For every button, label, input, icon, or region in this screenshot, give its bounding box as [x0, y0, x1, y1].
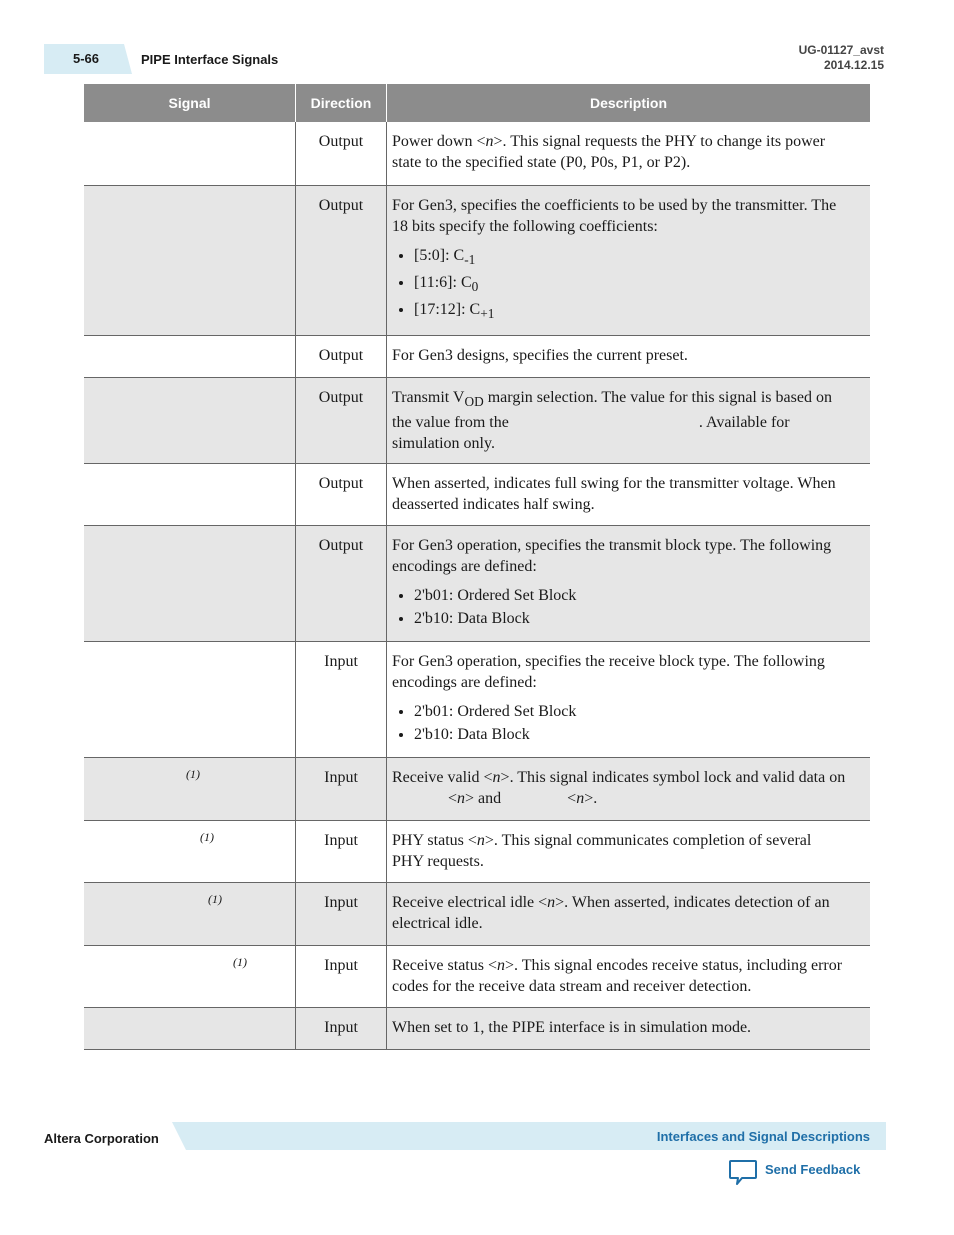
table-row — [84, 946, 870, 1008]
direction-cell: Input — [296, 946, 387, 1008]
signal-table — [84, 84, 870, 1050]
signal-cell — [84, 1008, 296, 1050]
footnote-ref: (1) — [208, 892, 222, 907]
description-cell: For Gen3 operation, specifies the receive block type. The following encodings are defined: • 2'b01: Ordered Set Block • 2'b10: Data Block — [387, 642, 871, 758]
direction-cell: Output — [296, 122, 387, 185]
table-row — [84, 122, 870, 185]
signal-cell — [84, 336, 296, 378]
page-number: 5-66 — [73, 51, 100, 66]
doc-date: 2014.12.15 — [823, 58, 884, 72]
direction-cell: Output — [296, 185, 387, 336]
signal-cell — [84, 185, 296, 336]
column-header-signal: Signal — [84, 84, 296, 122]
description-cell: For Gen3 designs, specifies the current preset. — [387, 336, 871, 378]
list-item: • [17:12]: $C_{+1}$ — [414, 299, 846, 324]
signal-cell — [84, 464, 296, 526]
description-cell: For Gen3, specifies the coefficients to be used by the transmitter. The 18 bits specify the following coefficients: • [5:0]: $C_{-1}$ • [11:6]: $C_0$ • [17:12]: $C_{+1}$ — [387, 185, 871, 336]
signal-cell — [84, 378, 296, 464]
chapter-link[interactable]: Interfaces and Signal Descriptions — [656, 1129, 870, 1144]
company-name: Altera Corporation — [44, 1131, 159, 1146]
direction-cell: Output — [296, 336, 387, 378]
description-cell: When asserted, indicates full swing for the transmitter voltage. When deasserted indicates half swing. — [387, 464, 871, 526]
table-row — [84, 821, 870, 883]
list-item: • [11:6]: $C_0$ — [414, 272, 846, 297]
table-row — [84, 526, 870, 642]
description-cell: When set to 1, the PIPE interface is in simulation mode. — [387, 1008, 871, 1050]
column-header-description: Description — [387, 84, 871, 122]
table-row — [84, 464, 870, 526]
encoding-list — [392, 585, 846, 629]
signal-cell — [84, 122, 296, 185]
description-cell: Power down <n>. This signal requests the PHY to change its power state to the specified state (P0, P0s, P1, or P2). — [387, 122, 871, 185]
table-row — [84, 378, 870, 464]
direction-cell: Input — [296, 883, 387, 946]
signal-cell — [84, 883, 296, 946]
direction-cell: Output — [296, 526, 387, 642]
description-cell: Receive status <n>. This signal encodes receive status, including error codes for the receive data stream and receiver detection. — [387, 946, 871, 1008]
direction-cell: Input — [296, 642, 387, 758]
footnote-ref: (1) — [200, 830, 214, 845]
footnote-ref: (1) — [186, 767, 200, 782]
table-row — [84, 642, 870, 758]
encoding-list — [392, 701, 846, 745]
table-row — [84, 336, 870, 378]
direction-cell: Output — [296, 378, 387, 464]
list-item: • [5:0]: $C_{-1}$ — [414, 245, 846, 270]
table-row — [84, 185, 870, 336]
direction-cell: Input — [296, 1008, 387, 1050]
speech-bubble-icon — [728, 1158, 758, 1188]
description-cell: For Gen3 operation, specifies the transmit block type. The following encodings are defined: • 2'b01: Ordered Set Block • 2'b10: Data Block — [387, 526, 871, 642]
signal-cell — [84, 821, 296, 883]
section-title: PIPE Interface Signals — [141, 52, 279, 67]
list-item: • 2'b10: Data Block — [414, 724, 846, 745]
direction-cell: Input — [296, 821, 387, 883]
direction-cell: Output — [296, 464, 387, 526]
description-cell: Receive valid <n>. This signal indicates symbol lock and valid data on<n> and <n>. — [387, 758, 871, 821]
list-item: • 2'b10: Data Block — [414, 608, 846, 629]
footnote-ref: (1) — [233, 955, 247, 970]
list-item: • 2'b01: Ordered Set Block — [414, 585, 846, 606]
coefficient-list — [392, 245, 846, 325]
description-cell: Transmit $V_{OD}$ margin selection. The value for this signal is based on the value from the . Available for simulation only. — [387, 378, 871, 464]
send-feedback-label: Send Feedback — [765, 1162, 861, 1177]
list-item: • 2'b01: Ordered Set Block — [414, 701, 846, 722]
table-row — [84, 1008, 870, 1050]
direction-cell: Input — [296, 758, 387, 821]
signal-cell — [84, 946, 296, 1008]
doc-id: UG-01127_avst — [798, 43, 884, 57]
table-header-row — [84, 84, 870, 122]
signal-cell — [84, 758, 296, 821]
description-cell: PHY status <n>. This signal communicates completion of several PHY requests. — [387, 821, 871, 883]
doc-info — [799, 43, 884, 73]
table-row — [84, 883, 870, 946]
column-header-direction: Direction — [296, 84, 387, 122]
signal-cell — [84, 642, 296, 758]
table-row — [84, 758, 870, 821]
description-cell: Receive electrical idle <n>. When asserted, indicates detection of an electrical idle. — [387, 883, 871, 946]
signal-cell — [84, 526, 296, 642]
